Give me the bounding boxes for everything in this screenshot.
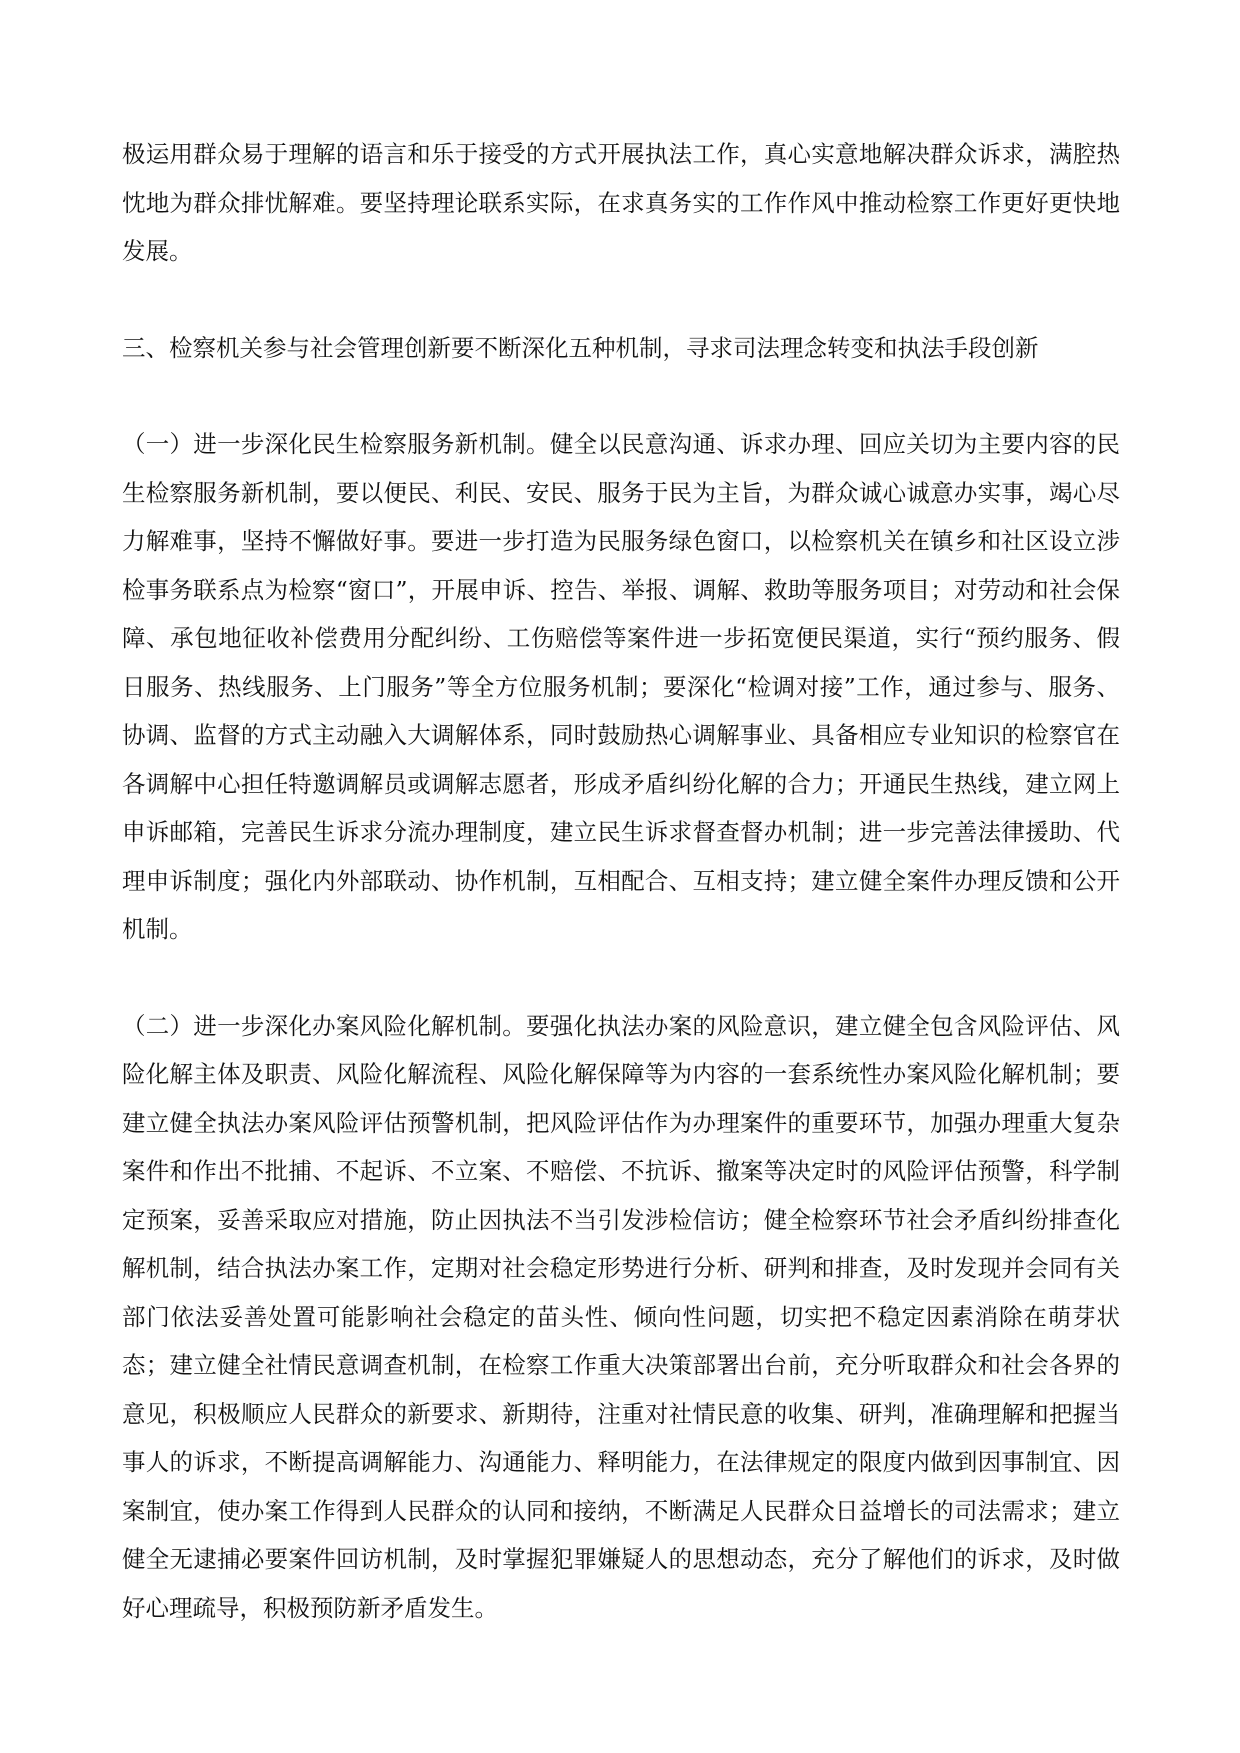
paragraph-subsection-1: （一）进一步深化民生检察服务新机制。健全以民意沟通、诉求办理、回应关切为主要内容的民生检察服务新机制，要以便民、利民、安民、服务于民为主旨，为群众诚心诚意办实事，竭心尽力解难事，坚持不懈做好事。要进一步打造为民服务绿色窗口，以检察机关在镇乡和社区设立涉检事务联系点为检察“窗口”，开展申诉、控告、举报、调解、救助等服务项目；对劳动和社会保障、承包地征收补偿费用分配纠纷、工伤赔偿等案件进一步拓宽便民渠道，实行“预约服务、假日服务、热线服务、上门服务”等全方位服务机制；要深化“检调对接”工作，通过参与、服务、协调、监督的方式主动融入大调解体系，同时鼓励热心调解事业、具备相应专业知识的检察官在各调解中心担任特邀调解员或调解志愿者，形成矛盾纠纷化解的合力；开通民生热线，建立网上申诉邮箱，完善民生诉求分流办理制度，建立民生诉求督查督办机制；进一步完善法律援助、代理申诉制度；强化内外部联动、协作机制，互相配合、互相支持；建立健全案件办理反馈和公开机制。	[122, 430, 1120, 943]
document-body	[122, 130, 1120, 1632]
paragraph-subsection-2: （二）进一步深化办案风险化解机制。要强化执法办案的风险意识，建立健全包含风险评估、风险化解主体及职责、风险化解流程、风险化解保障等为内容的一套系统性办案风险化解机制；要建立健全执法办案风险评估预警机制，把风险评估作为办理案件的重要环节，加强办理重大复杂案件和作出不批捕、不起诉、不立案、不赔偿、不抗诉、撤案等决定时的风险评估预警，科学制定预案，妥善采取应对措施，防止因执法不当引发涉检信访；健全检察环节社会矛盾纠纷排查化解机制，结合执法办案工作，定期对社会稳定形势进行分析、研判和排查，及时发现并会同有关部门依法妥善处置可能影响社会稳定的苗头性、倾向性问题，切实把不稳定因素消除在萌芽状态；建立健全社情民意调查机制，在检察工作重大决策部署出台前，充分听取群众和社会各界的意见，积极顺应人民群众的新要求、新期待，注重对社情民意的收集、研判，准确理解和把握当事人的诉求，不断提高调解能力、沟通能力、释明能力，在法律规定的限度内做到因事制宜、因案制宜，使办案工作得到人民群众的认同和接纳，不断满足人民群众日益增长的司法需求；建立健全无逮捕必要案件回访机制，及时掌握犯罪嫌疑人的思想动态，充分了解他们的诉求，及时做好心理疏导，积极预防新矛盾发生。	[122, 1011, 1120, 1622]
section-heading: 三、检察机关参与社会管理创新要不断深化五种机制，寻求司法理念转变和执法手段创新	[122, 333, 1039, 362]
paragraph-continuation: 极运用群众易于理解的语言和乐于接受的方式开展执法工作，真心实意地解决群众诉求，满腔热忱地为群众排忧解难。要坚持理论联系实际，在求真务实的工作作风中推动检察工作更好更快地发展。	[122, 140, 1120, 265]
